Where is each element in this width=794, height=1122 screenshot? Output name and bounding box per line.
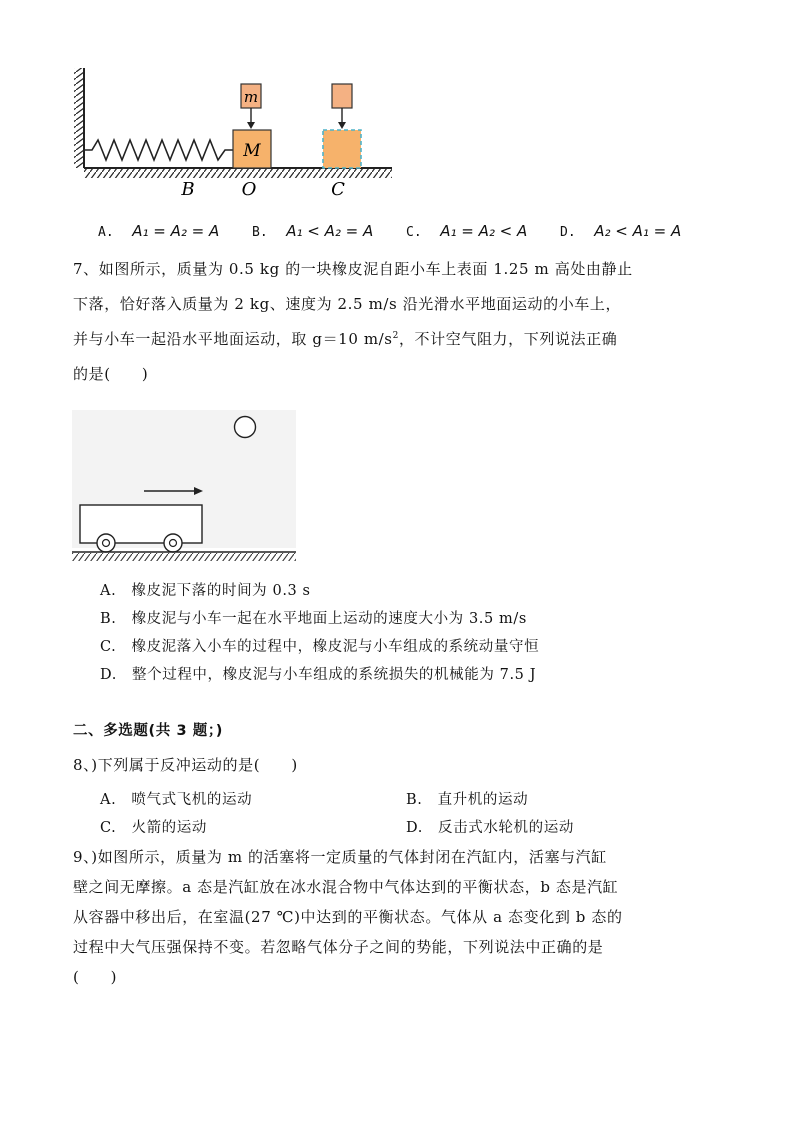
q9-line-5: ( ) <box>73 968 118 986</box>
q7-option-c: C. 橡皮泥落入小车的过程中，橡皮泥与小车组成的系统动量守恒 <box>100 639 540 655</box>
q8-option-a: A. 喷气式飞机的运动 <box>100 792 253 808</box>
label-m: m <box>243 88 259 106</box>
cart-figure <box>72 410 298 562</box>
arrow-C-head <box>338 122 346 129</box>
q9-line-1: 9、)如图所示，质量为 m 的活塞将一定质量的气体封闭在汽缸内，活塞与汽缸 <box>73 848 607 866</box>
q8-option-b: B. 直升机的运动 <box>406 792 529 808</box>
block-m-at-C <box>332 84 352 108</box>
q7-line-2: 下落，恰好落入质量为 2 kg、速度为 2.5 m/s 沿光滑水平地面运动的小车上， <box>73 295 622 313</box>
q6-option-b: B. A₁ < A₂ = A <box>252 222 374 240</box>
q7-line-4: 的是( ) <box>73 365 149 383</box>
q8-option-c: C. 火箭的运动 <box>100 820 207 836</box>
q6-option-d: D. A₂ < A₁ = A <box>560 222 682 240</box>
section-heading: 二、多选题(共 3 题；) <box>73 723 223 739</box>
ground-hatch <box>84 169 392 178</box>
point-C: C <box>331 179 345 200</box>
q9-line-4: 过程中大气压强保持不变。若忽略气体分子之间的势能，下列说法中正确的是 <box>73 938 604 956</box>
block-C-dashed <box>323 130 361 168</box>
wall-hatch <box>74 68 84 168</box>
q6-option-a: A. A₁ = A₂ = A <box>98 222 220 240</box>
cart-ground-hatch <box>72 553 296 561</box>
q7-option-d: D. 整个过程中，橡皮泥与小车组成的系统损失的机械能为 7.5 J <box>100 667 537 683</box>
label-M: M <box>243 141 261 161</box>
q8-stem: 8、)下列属于反冲运动的是( ) <box>73 756 298 774</box>
q7-line-1: 7、如图所示，质量为 0.5 kg 的一块橡皮泥自距小车上表面 1.25 m 高处由静止 <box>73 260 633 278</box>
wheel-left-hub <box>103 540 110 547</box>
point-B: B <box>181 179 195 200</box>
spring <box>84 140 233 160</box>
spring-block-figure <box>60 60 410 205</box>
wheel-right-hub <box>170 540 177 547</box>
q6-option-c: C. A₁ = A₂ < A <box>406 222 528 240</box>
point-O: O <box>241 179 257 200</box>
q9-line-2: 壁之间无摩擦。a 态是汽缸放在冰水混合物中气体达到的平衡状态，b 态是汽缸 <box>73 878 619 896</box>
q7-option-b: B. 橡皮泥与小车一起在水平地面上运动的速度大小为 3.5 m/s <box>100 611 527 627</box>
q7-line-3: 并与小车一起沿水平地面运动，取 g＝10 $m/s^2$，不计空气阻力，下列说法正确 <box>73 330 618 348</box>
q8-option-d: D. 反击式水轮机的运动 <box>406 820 574 836</box>
q7-option-a: A. 橡皮泥下落的时间为 0.3 s <box>100 583 311 599</box>
q9-line-3: 从容器中移出后，在室温(27 ℃)中达到的平衡状态。气体从 a 态变化到 b 态的 <box>73 908 623 926</box>
arrow-m-head <box>247 122 255 129</box>
clay-ball <box>235 417 256 438</box>
